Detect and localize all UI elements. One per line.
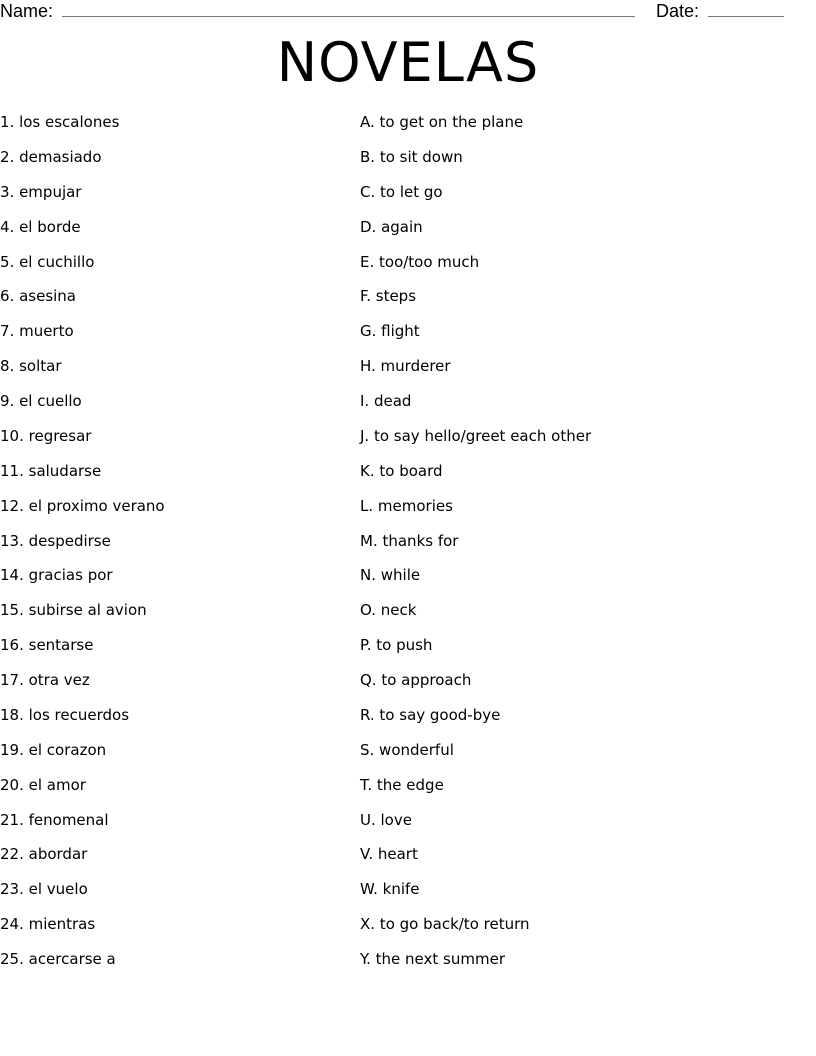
definition-item: X. to go back/to return	[360, 915, 530, 934]
definition-item: S. wonderful	[360, 740, 454, 759]
term-item: 7. muerto	[0, 322, 74, 341]
definition-item: M. thanks for	[360, 531, 459, 550]
page-title: NOVELAS	[276, 31, 540, 94]
definition-item: K. to board	[360, 461, 443, 480]
definition-item: R. to say good-bye	[360, 705, 501, 724]
definition-item: G. flight	[360, 322, 420, 341]
term-item: 11. saludarse	[0, 461, 102, 480]
name-blank-line	[62, 16, 635, 17]
terms-list	[0, 110, 340, 982]
term-item: 3. empujar	[0, 182, 82, 201]
definition-item: P. to push	[360, 636, 433, 655]
term-item: 2. demasiado	[0, 147, 102, 166]
definition-item: A. to get on the plane	[360, 113, 524, 131]
term-item: 17. otra vez	[0, 671, 90, 689]
date-blank-line	[708, 16, 784, 17]
definition-item: F. steps	[360, 287, 417, 306]
term-item: 6. asesina	[0, 287, 76, 306]
term-item: 24. mientras	[0, 915, 96, 934]
definition-item: U. love	[360, 810, 412, 829]
term-item: 13. despedirse	[0, 531, 111, 550]
term-item: 8. soltar	[0, 357, 62, 376]
definition-item: T. the edge	[360, 775, 444, 794]
term-item: 4. el borde	[0, 217, 81, 236]
name-label: Name:	[0, 1, 54, 21]
definition-item: Q. to approach	[360, 671, 472, 689]
term-item: 23. el vuelo	[0, 880, 88, 899]
term-item: 1. los escalones	[0, 113, 120, 131]
definition-item: I. dead	[360, 392, 412, 410]
definition-item: O. neck	[360, 601, 417, 620]
definition-item: H. murderer	[360, 357, 451, 376]
term-item: 18. los recuerdos	[0, 705, 130, 724]
definition-item: C. to let go	[360, 182, 443, 201]
definition-item: J. to say hello/greet each other	[360, 426, 592, 445]
definition-item: W. knife	[360, 880, 420, 899]
date-label: Date:	[656, 1, 700, 21]
definition-item: Y. the next summer	[360, 950, 505, 968]
definition-item: V. heart	[360, 845, 418, 864]
definition-item: D. again	[360, 217, 423, 236]
worksheet-header	[0, 0, 816, 24]
term-item: 5. el cuchillo	[0, 252, 95, 271]
term-item: 16. sentarse	[0, 636, 94, 655]
definition-item: N. while	[360, 566, 421, 585]
definition-item: E. too/too much	[360, 252, 480, 271]
term-item: 14. gracias por	[0, 566, 113, 585]
definitions-list	[360, 110, 800, 982]
term-item: 19. el corazon	[0, 740, 107, 759]
term-item: 12. el proximo verano	[0, 496, 165, 515]
term-item: 25. acercarse a	[0, 950, 116, 968]
term-item: 22. abordar	[0, 845, 88, 864]
definition-item: L. memories	[360, 496, 453, 515]
term-item: 9. el cuello	[0, 392, 82, 410]
definition-item: B. to sit down	[360, 147, 463, 166]
term-item: 20. el amor	[0, 775, 86, 794]
term-item: 10. regresar	[0, 426, 92, 445]
term-item: 21. fenomenal	[0, 810, 109, 829]
term-item: 15. subirse al avion	[0, 601, 147, 620]
